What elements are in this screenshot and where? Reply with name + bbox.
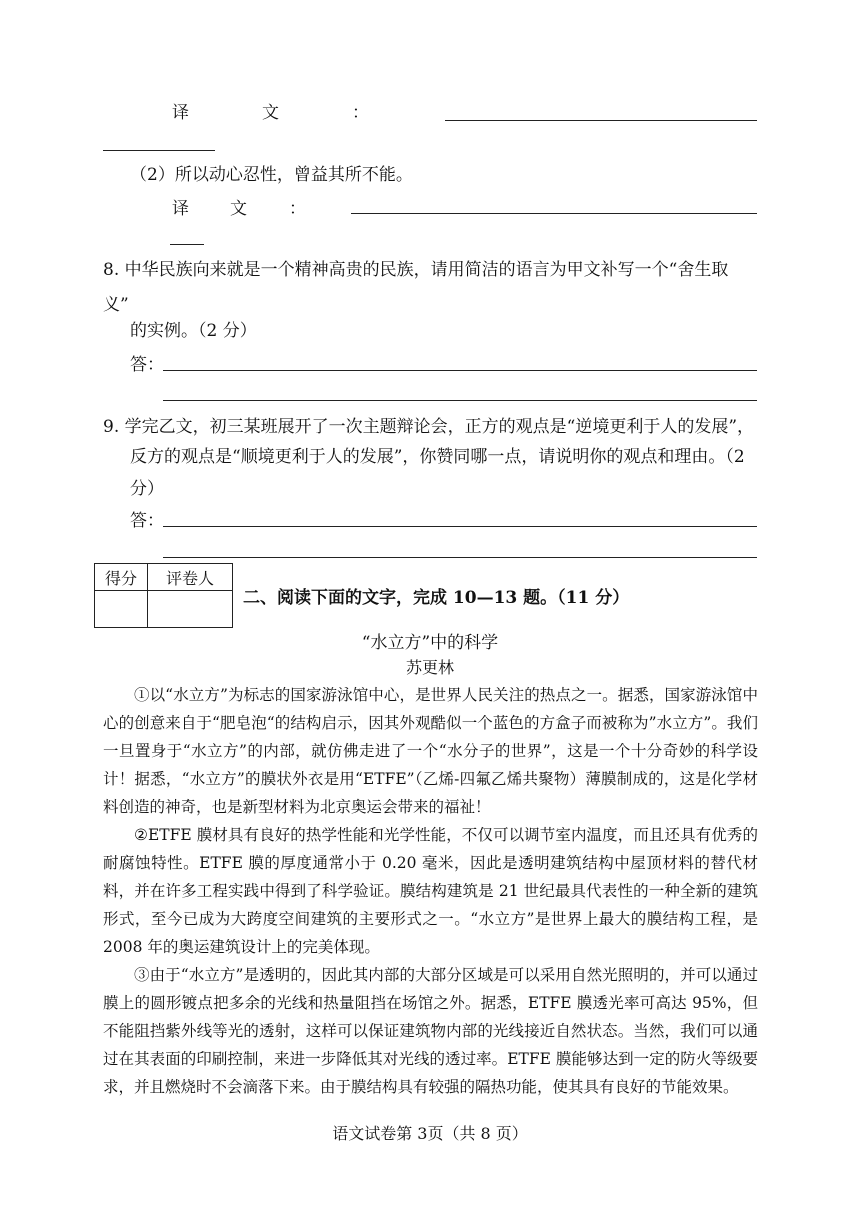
page-footer: 语文试卷第 3页（共 8 页）: [332, 1124, 528, 1143]
translate-label-char: 文: [262, 103, 279, 123]
question-8-line-2: 义”: [103, 295, 129, 315]
article-paragraph: ③由于“水立方”是透明的，因此其内部的大部分区域是可以采用自然光照明的，并可以通过膜上的圆形镀点把多余的光线和热量阻挡在场馆之外。据悉，ETFE 膜透光率可高达 95%，但不能阻挡紫外线等光的透射，这样可以保证建筑物内部的光线接近自然状态。当然，我们可以通过在其表面的印刷控制，来进一步降低其对光线的透过率。ETFE 膜能够达到一定的防火等级要求，并且燃烧时不会滴落下来。由于膜结构具有较强的隔热功能，使其具有良好的节能效果。: [103, 966, 758, 1096]
section-heading: [243, 585, 629, 611]
answer-line[interactable]: [351, 213, 757, 214]
translate-label-char: 文: [230, 199, 247, 219]
article-paragraph: ②ETFE 膜材具有良好的热学性能和光学性能，不仅可以调节室内温度，而且还具有优秀的耐腐蚀特性。ETFE 膜的厚度通常小于 0.20 毫米，因此是透明建筑结构中屋顶材料的替代材料，并在许多工程实践中得到了科学验证。膜结构建筑是 21 世纪最具代表性的一种全新的建筑形式，至今已成为大跨度空间建筑的主要形式之一。“水立方”是世界上最大的膜结构工程，是 2008 年的奥运建筑设计上的完美体现。: [103, 826, 758, 956]
question-8-answer-label: 答：: [130, 355, 164, 375]
question-7-part-2: （2）所以动心忍性，曾益其所不能。: [130, 165, 413, 185]
question-9-answer-label: 答：: [130, 511, 164, 531]
question-9-line-3: 分）: [130, 479, 164, 499]
translate-label-colon: ：: [289, 199, 306, 219]
grader-cell[interactable]: [148, 591, 233, 628]
question-8-line-3: 的实例。（2 分）: [130, 321, 257, 341]
article-paragraph: ①以“水立方”为标志的国家游泳馆中心，是世界人民关注的热点之一。据悉，国家游泳馆中心的创意来自于“肥皂泡“的结构启示，因其外观酷似一个蓝色的方盒子而被称为”水立方”。我们一旦置身于“水立方”的内部，就仿佛走进了一个“水分子的世界”，这是一个十分奇妙的科学设计！据悉，“水立方”的膜状外衣是用“ETFE”（乙烯-四氟乙烯共聚物）薄膜制成的，这是化学材料创造的神奇，也是新型材料为北京奥运会带来的福祉！: [103, 686, 758, 816]
answer-line[interactable]: [163, 526, 757, 527]
translate-label-char: 译: [172, 103, 189, 123]
answer-line[interactable]: [445, 120, 757, 121]
question-9-line-2: 反方的观点是“顺境更利于人的发展”，你赞同哪一点，请说明你的观点和理由。（2: [130, 447, 745, 467]
article-body: [103, 681, 758, 1101]
section-heading-text: 二、阅读下面的文字，完成 10—13 题。（11 分）: [243, 588, 630, 608]
answer-line[interactable]: [163, 557, 757, 558]
question-9-line-1: 9. 学完乙文，初三某班展开了一次主题辩论会，正方的观点是“逆境更利于人的发展”，: [103, 417, 755, 437]
article-author: 苏更林: [405, 658, 454, 677]
question-8-line-1: 8. 中华民族向来就是一个精神高贵的民族，请用简洁的语言为甲文补写一个“舍生取: [103, 260, 729, 280]
answer-line-continuation[interactable]: [103, 150, 215, 151]
score-header: 得分: [95, 564, 148, 591]
translate-label-colon: ：: [352, 103, 369, 123]
answer-line[interactable]: [163, 370, 757, 371]
grade-box: [94, 563, 233, 628]
answer-line[interactable]: [163, 400, 757, 401]
grader-header: 评卷人: [148, 564, 233, 591]
translate-label-char: 译: [172, 199, 189, 219]
score-cell[interactable]: [95, 591, 148, 628]
article-title: “水立方”中的科学: [361, 633, 499, 653]
answer-line-continuation[interactable]: [170, 244, 204, 245]
